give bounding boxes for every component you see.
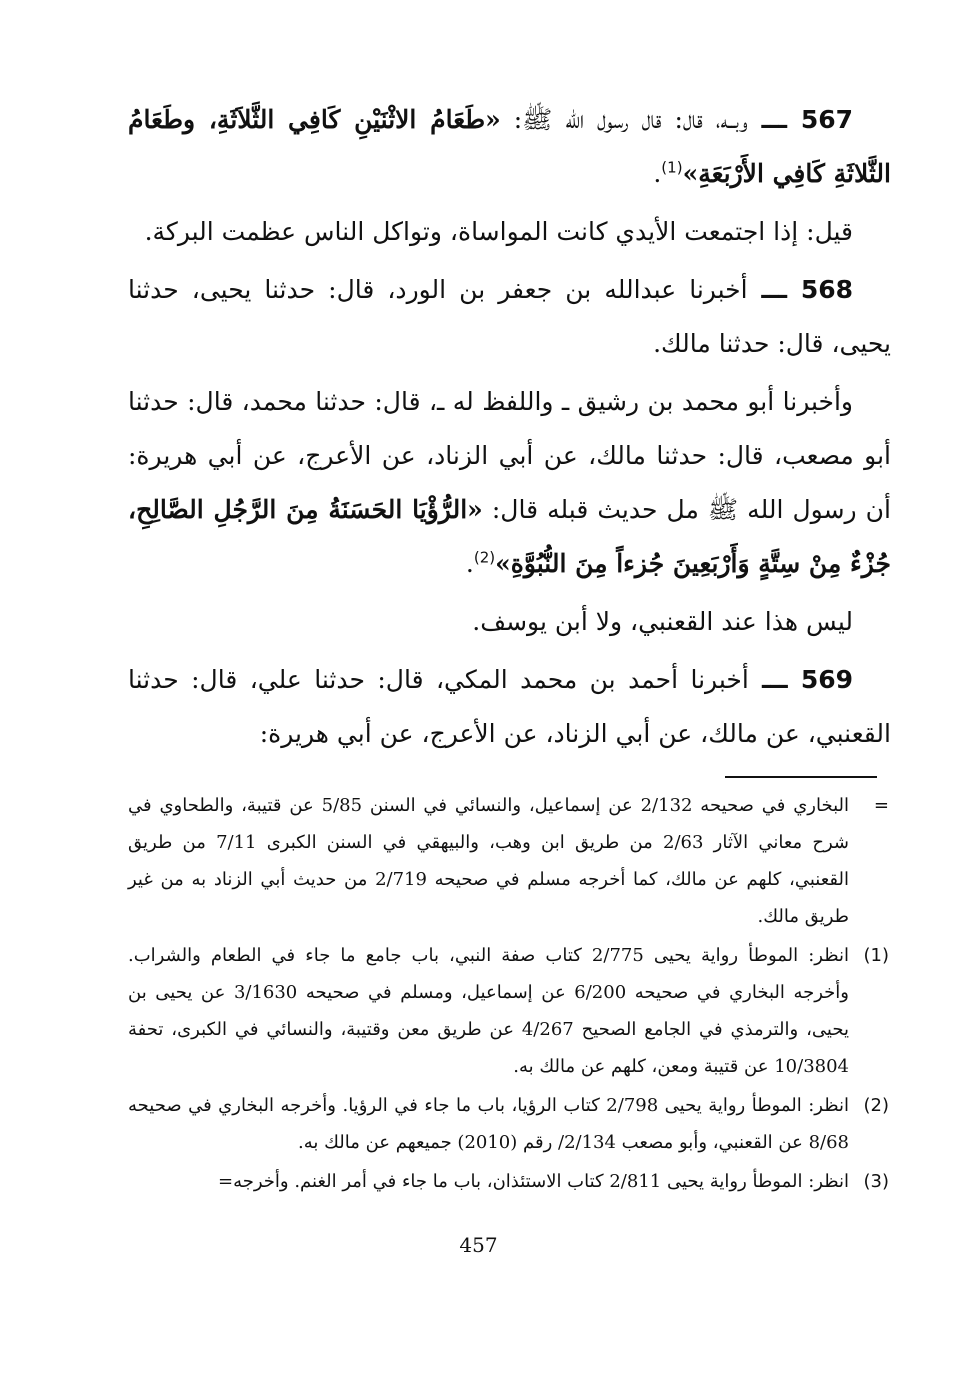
footnote-ref: (1) bbox=[661, 158, 683, 177]
footnote-marker: (3) bbox=[863, 1171, 889, 1192]
hadith-dash: ـــ bbox=[747, 275, 801, 304]
hadith-number: 569 bbox=[800, 665, 853, 694]
footnote-marker: (2) bbox=[863, 1095, 889, 1116]
hadith-text: أخبرنا أحمد بن محمد المكي، قال: حدثنا علي، قال: حدثنا القعنبي، عن مالك، عن أبي الزناد، عن الأعرج، عن أبي هريرة: bbox=[128, 665, 891, 748]
page-number: 457 bbox=[459, 1233, 498, 1257]
hadith-number: 568 bbox=[800, 275, 854, 304]
isnad-text: أخبرنا عبدالله بن جعفر بن الورد، قال: حدثنا يحيى، حدثنا يحيى، قال: حدثنا مالك. bbox=[128, 275, 891, 358]
hadith-intro: وبــه، قال: قال رسول الله ﷺ: bbox=[500, 105, 748, 134]
sentence-end: . bbox=[653, 159, 662, 188]
footnote-text: البخاري في صحيحه 2/132 عن إسماعيل، والنسائي في السنن 5/85 عن قتيبة، والطحاوي في شرح معاني الآثار 2/63 من طريق ابن وهب، والبيهقي في السنن الكبرى 7/11 من طريق القعنبي، كلهم عن مالك، كما أخرجه مسلم في صحيحه 2/719 من حديث أبي الزناد به من غير طريق مالك. bbox=[128, 795, 850, 927]
hadith-568-isnad-2 bbox=[128, 375, 891, 591]
hadith-569 bbox=[128, 653, 891, 761]
footnote-text: انظر: الموطأ رواية يحيى 2/811 كتاب الاستئذان، باب ما جاء في أمر الغنم. وأخرجه= bbox=[217, 1171, 849, 1192]
hadith-567-comment: قيل: إذا اجتمعت الأيدي كانت المواساة، وتواكل الناس عظمت البركة. bbox=[144, 217, 853, 246]
footnote-separator bbox=[725, 776, 877, 778]
footnote-3 bbox=[128, 1163, 889, 1200]
hadith-quote: «الرُّؤْيَا الحَسَنَةُ مِنَ الرَّجُلِ الصَّالِحِ، جُزْءٌ مِنْ سِتَّةٍ وَأَرْبَعِينَ جُزءاً مِنَ النُّبُوَّةِ» bbox=[128, 495, 891, 578]
footnote-marker: (1) bbox=[863, 945, 889, 966]
main-text bbox=[128, 93, 891, 765]
footnote-2 bbox=[128, 1087, 889, 1161]
hadith-567 bbox=[128, 93, 891, 201]
hadith-568-comment: ليس هذا عند القعنبي، ولا أبن يوسف. bbox=[472, 607, 853, 636]
hadith-568-isnad-1 bbox=[128, 263, 891, 371]
footnotes bbox=[128, 787, 889, 1202]
hadith-quote: «طَعَامُ الاثْنَيْنِ كَافِي الثَّلاَثَةِ، وطَعَامُ الثَّلاثَةِ كَافِي الأَرْبَعَةِ» bbox=[128, 105, 891, 188]
footnote-ref: (2) bbox=[473, 548, 496, 567]
hadith-dash: ـــ bbox=[748, 665, 801, 694]
sentence-end: . bbox=[465, 549, 474, 578]
footnote-continued bbox=[128, 787, 889, 935]
isnad-text: وأخبرنا أبو محمد بن رشيق ـ واللفظ له ـ، قال: حدثنا محمد، قال: حدثنا أبو مصعب، قال: حدثنا مالك، عن أبي الزناد، عن الأعرج، عن أبي هريرة: أن رسول الله ﷺ مل حديث قبله قال: bbox=[128, 387, 891, 524]
footnote-text: انظر: الموطأ رواية يحيى 2/775 كتاب صفة النبي، باب جامع ما جاء في الطعام والشراب. وأخرجه البخاري في صحيحه 6/200 عن إسماعيل، ومسلم في صحيحه 3/1630 عن يحيى بن يحيى، والترمذي في الجامع الصحيح 4/267 عن طريق معن وقتيبة، والنسائي في الكبرى، تحفة 10/3804 عن قتيبة ومعن، كلهم عن مالك به. bbox=[128, 945, 849, 1077]
footnote-marker: = bbox=[873, 795, 889, 816]
hadith-number: 567 bbox=[800, 105, 854, 134]
footnote-text: انظر: الموطأ رواية يحيى 2/798 كتاب الرؤيا، باب ما جاء في الرؤيا. وأخرجه البخاري في صحيحه 8/68 عن القعنبي، وأبو مصعب 2/134/ رقم (2010) جميعهم عن مالك به. bbox=[128, 1095, 849, 1153]
footnote-1 bbox=[128, 937, 889, 1085]
hadith-dash: ـــ bbox=[747, 105, 801, 134]
